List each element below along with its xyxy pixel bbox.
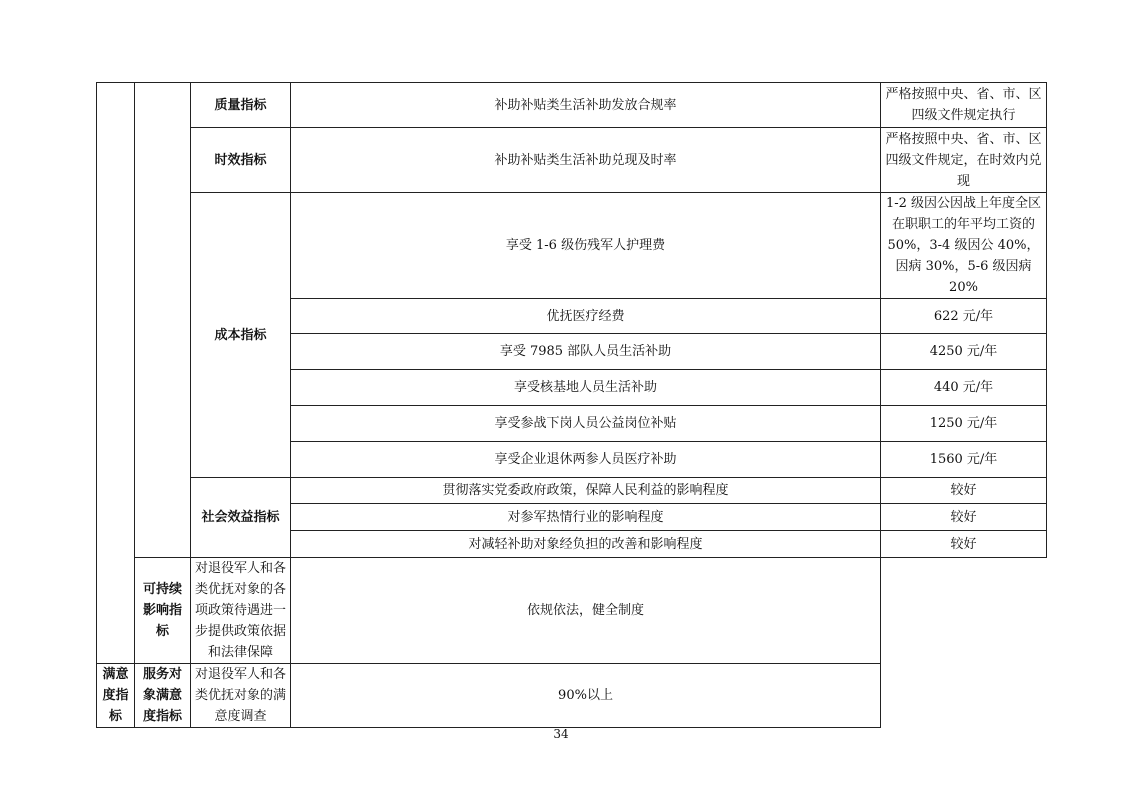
item-sustain: 对退役军人和各类优抚对象的各项政策待遇进一步提供政策依据和法律保障: [191, 558, 291, 664]
table-row: [97, 664, 1047, 728]
category-timeliness: 时效指标: [191, 128, 291, 193]
value-social: 较好: [881, 478, 1047, 504]
item-social: 对参军热情行业的影响程度: [291, 504, 881, 531]
value-cost: 4250 元/年: [881, 334, 1047, 370]
item-cost: 享受 1-6 级伤残军人护理费: [291, 193, 881, 299]
item-cost: 享受参战下岗人员公益岗位补贴: [291, 406, 881, 442]
value-satisfaction: 90%以上: [291, 664, 881, 728]
table-row: [97, 128, 1047, 193]
value-cost: 622 元/年: [881, 299, 1047, 334]
table-row: [97, 83, 1047, 128]
level2-cell: [135, 83, 191, 558]
value-social: 较好: [881, 504, 1047, 531]
value-quality: 严格按照中央、省、市、区四级文件规定执行: [881, 83, 1047, 128]
category-sustain: 可持续影响指标: [135, 558, 191, 664]
table-row: [97, 478, 1047, 504]
performance-indicator-table: [96, 82, 1047, 728]
item-quality: 补助补贴类生活补助发放合规率: [291, 83, 881, 128]
item-cost: 优抚医疗经费: [291, 299, 881, 334]
category-quality: 质量指标: [191, 83, 291, 128]
value-social: 较好: [881, 531, 1047, 558]
item-cost: 享受 7985 部队人员生活补助: [291, 334, 881, 370]
category-satisfaction: 服务对象满意度指标: [135, 664, 191, 728]
page-number: 34: [553, 727, 569, 741]
item-timeliness: 补助补贴类生活补助兑现及时率: [291, 128, 881, 193]
value-timeliness: 严格按照中央、省、市、区四级文件规定，在时效内兑现: [881, 128, 1047, 193]
level2-satisfaction: 满意度指标: [97, 664, 135, 728]
value-cost: 1250 元/年: [881, 406, 1047, 442]
level1-cell: [97, 83, 135, 664]
item-social: 对减轻补助对象经负担的改善和影响程度: [291, 531, 881, 558]
category-social: 社会效益指标: [191, 478, 291, 558]
item-satisfaction: 对退役军人和各类优抚对象的满意度调查: [191, 664, 291, 728]
value-cost: 440 元/年: [881, 370, 1047, 406]
table-row: [97, 193, 1047, 299]
value-sustain: 依规依法，健全制度: [291, 558, 881, 664]
item-social: 贯彻落实党委政府政策，保障人民利益的影响程度: [291, 478, 881, 504]
table-row: [97, 558, 1047, 664]
item-cost: 享受企业退休两参人员医疗补助: [291, 442, 881, 478]
value-cost: 1-2 级因公因战上年度全区在职职工的年平均工资的 50%，3-4 级因公 40%，因病 30%，5-6 级因病 20%: [881, 193, 1047, 299]
item-cost: 享受核基地人员生活补助: [291, 370, 881, 406]
value-cost: 1560 元/年: [881, 442, 1047, 478]
category-cost: 成本指标: [191, 193, 291, 478]
